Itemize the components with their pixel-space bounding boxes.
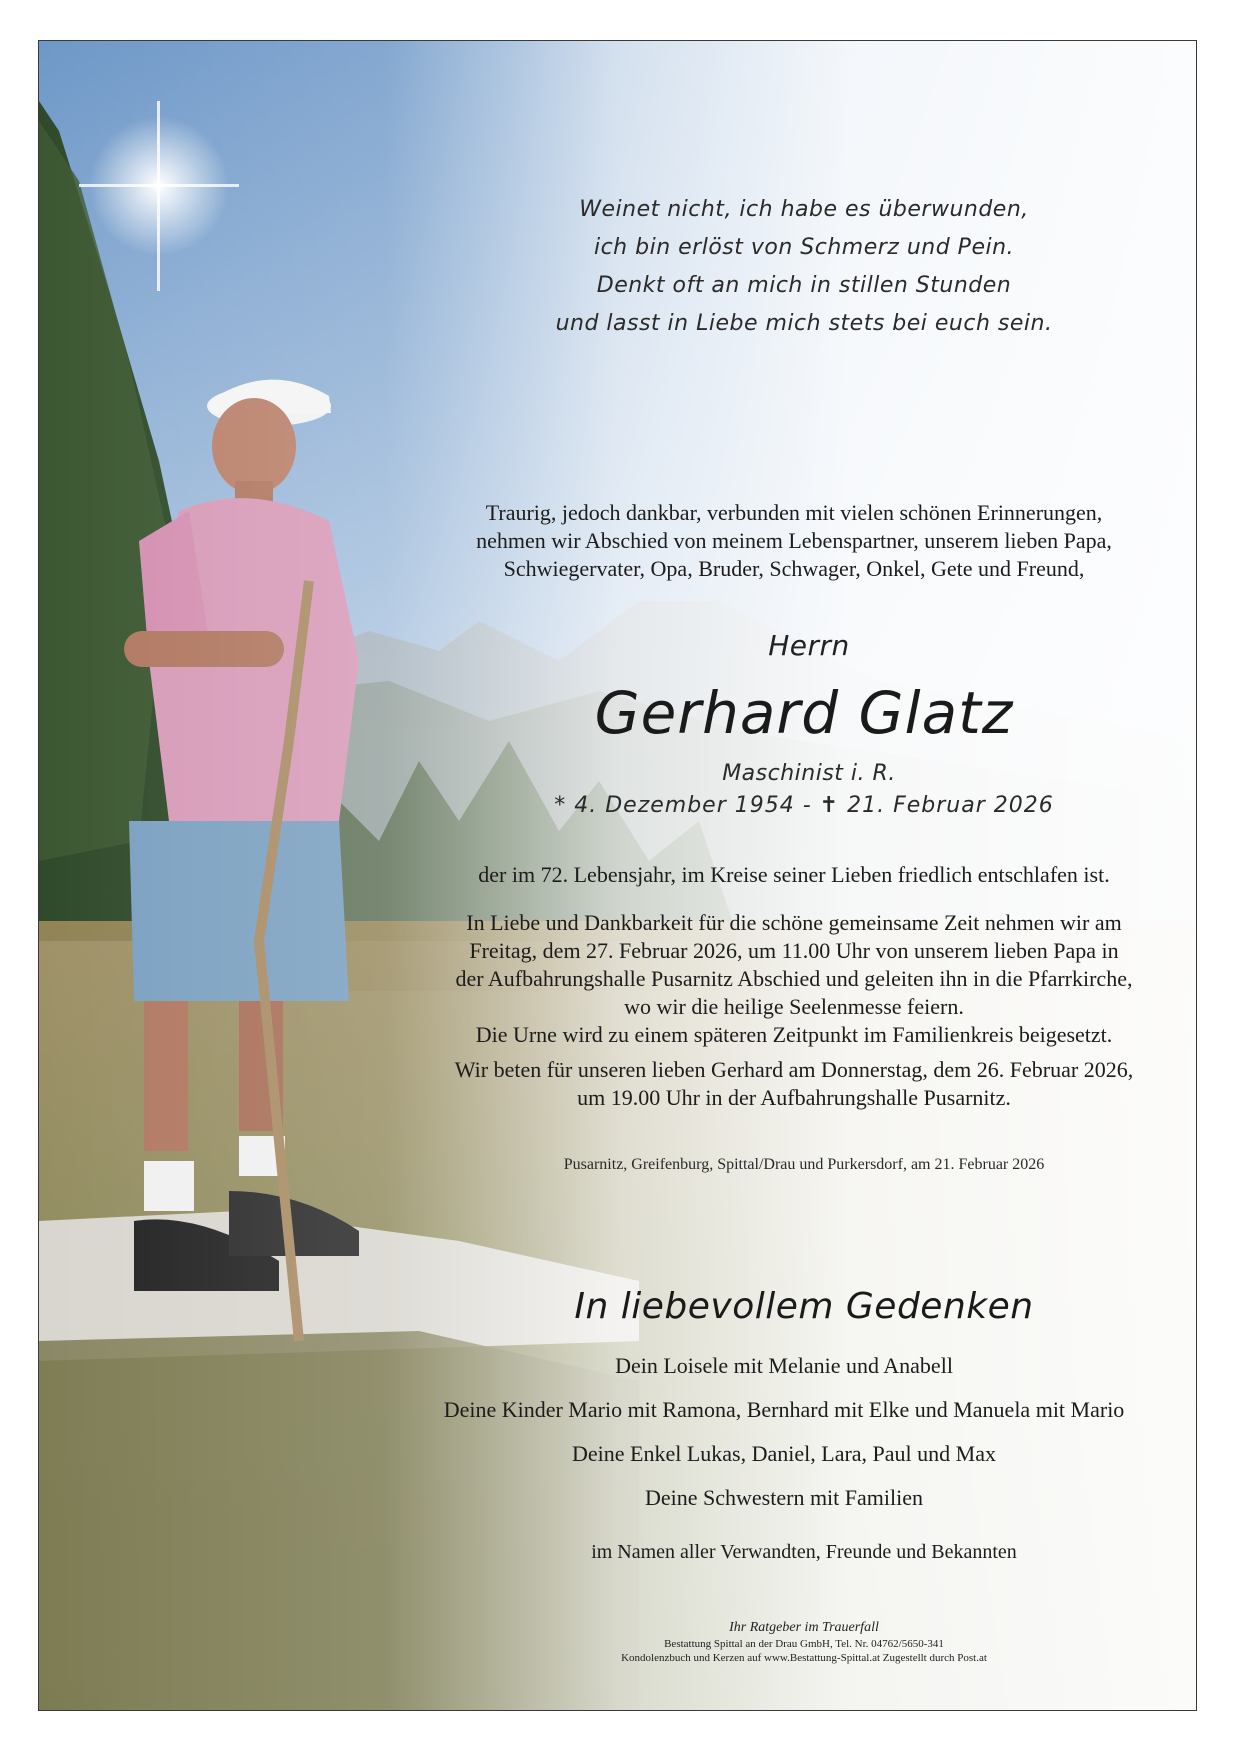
on-behalf-line: im Namen aller Verwandten, Freunde und Bekannten: [591, 1541, 1017, 1563]
funeral-home-footer: [459, 1621, 1149, 1665]
funeral-line: Freitag, dem 27. Februar 2026, um 11.00 Uhr von unserem lieben Papa in: [469, 938, 1119, 963]
poem-line: und lasst in Liebe mich stets bei euch sein.: [555, 311, 1053, 336]
intro-line: Traurig, jedoch dankbar, verbunden mit vielen schönen Erinnerungen,: [485, 500, 1103, 525]
age-line: der im 72. Lebensjahr, im Kreise seiner Lieben friedlich entschlafen ist.: [478, 862, 1110, 887]
family-line: Deine Schwestern mit Familien: [645, 1485, 923, 1510]
family-line: Dein Loisele mit Melanie und Anabell: [615, 1353, 953, 1378]
poem-line: ich bin erlöst von Schmerz und Pein.: [593, 235, 1015, 260]
funeral-details: [399, 909, 1189, 1049]
footer-contact: Bestattung Spittal an der Drau GmbH, Tel. Nr. 04762/5650-341: [664, 1638, 944, 1650]
occupation: Maschinist i. R.: [722, 761, 896, 786]
place-date: Pusarnitz, Greifenburg, Spittal/Drau und Purkersdorf, am 21. Februar 2026: [563, 1156, 1045, 1173]
intro-text: [399, 499, 1189, 583]
poem-line: Denkt oft an mich in stillen Stunden: [596, 273, 1012, 298]
family-line: Deine Kinder Mario mit Ramona, Bernhard mit Elke und Manuela mit Mario: [443, 1397, 1125, 1422]
prayer-line: um 19.00 Uhr in der Aufbahrungshalle Pusarnitz.: [577, 1085, 1011, 1110]
poem-line: Weinet nicht, ich habe es überwunden,: [579, 197, 1029, 222]
family-line: Deine Enkel Lukas, Daniel, Lara, Paul und Max: [572, 1441, 996, 1466]
deceased-name: Gerhard Glatz: [594, 679, 1014, 747]
footer-slogan: Ihr Ratgeber im Trauerfall: [729, 1620, 879, 1635]
funeral-line: Die Urne wird zu einem späteren Zeitpunkt im Familienkreis beigesetzt.: [475, 1022, 1113, 1047]
funeral-line: wo wir die heilige Seelenmesse feiern.: [624, 994, 964, 1019]
funeral-line: In Liebe und Dankbarkeit für die schöne gemeinsame Zeit nehmen wir am: [466, 910, 1122, 935]
intro-line: Schwiegervater, Opa, Bruder, Schwager, Onkel, Gete und Freund,: [503, 556, 1085, 581]
family-list: [379, 1344, 1189, 1520]
prayer-line: Wir beten für unseren lieben Gerhard am Donnerstag, dem 26. Februar 2026,: [454, 1057, 1134, 1082]
salutation: Herrn: [768, 629, 850, 662]
life-dates: * 4. Dezember 1954 - ✝ 21. Februar 2026: [554, 793, 1054, 818]
memorial-heading: In liebevollem Gedenken: [574, 1286, 1034, 1327]
funeral-line: der Aufbahrungshalle Pusarnitz Abschied und geleiten ihn in die Pfarrkirche,: [455, 966, 1133, 991]
prayer-details: [399, 1056, 1189, 1112]
intro-line: nehmen wir Abschied von meinem Lebenspartner, unserem lieben Papa,: [476, 528, 1112, 553]
obituary-frame: [38, 40, 1197, 1711]
footer-website: Kondolenzbuch und Kerzen auf www.Bestattung-Spittal.at Zugestellt durch Post.at: [621, 1652, 987, 1664]
poem: [459, 191, 1149, 343]
obituary-text: [39, 41, 1196, 1710]
